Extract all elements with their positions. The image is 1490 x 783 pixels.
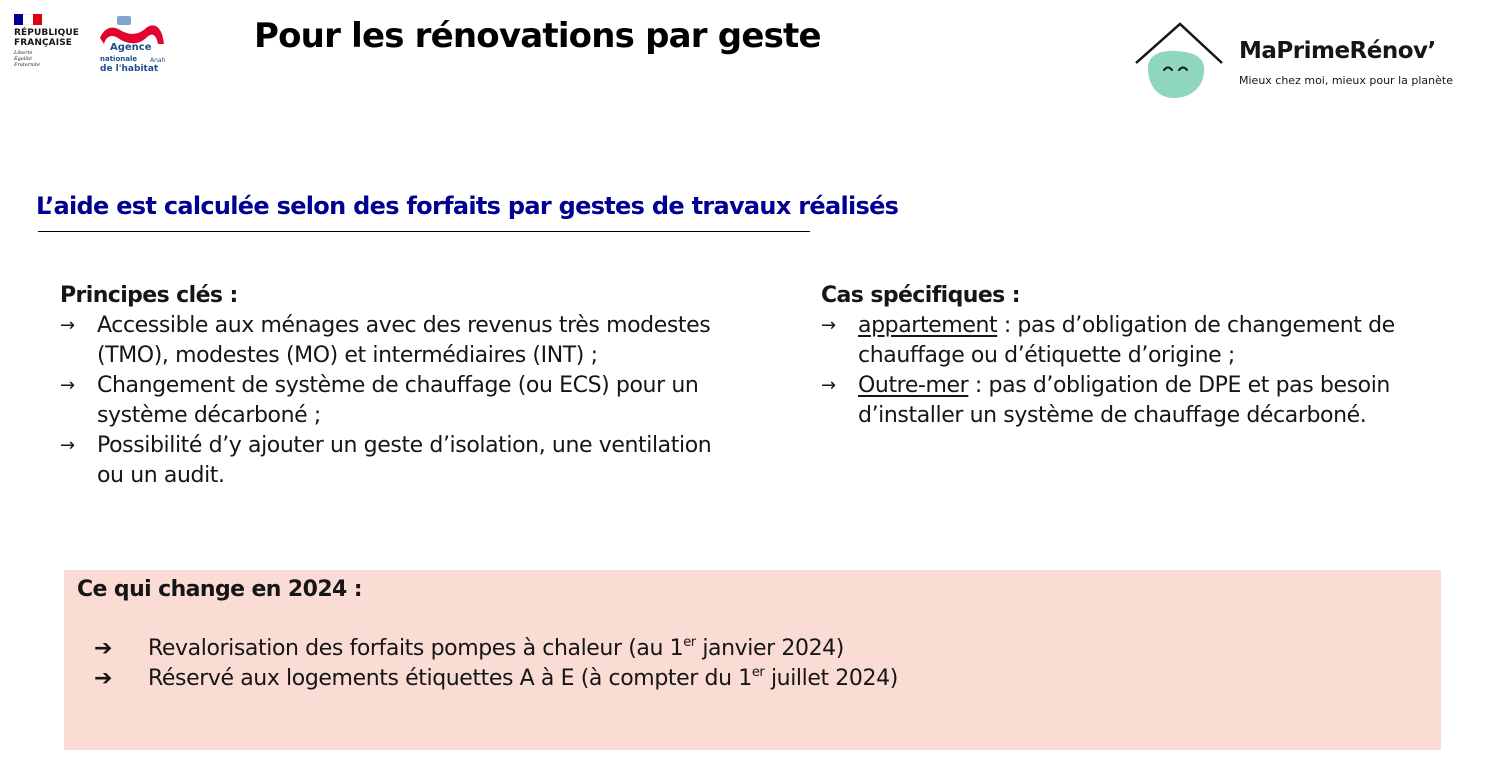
arrow-right-icon: →: [821, 375, 836, 396]
subtitle-underline: [38, 231, 810, 232]
arrow-right-icon: →: [60, 435, 75, 456]
ordinal-suffix: er: [751, 665, 765, 680]
anah-mark: Anah: [150, 57, 166, 64]
change-text-after: juillet 2024): [764, 666, 898, 691]
list-item: [60, 431, 720, 491]
list-item: [821, 371, 1451, 431]
section-subtitle: L’aide est calculée selon des forfaits par gestes de travaux réalisés: [36, 192, 899, 220]
principes-list: [60, 311, 720, 491]
change-text-after: janvier 2024): [695, 636, 844, 661]
changes-2024-box: [64, 570, 1441, 750]
french-flag-icon: [14, 14, 42, 25]
ordinal-suffix: er: [683, 635, 696, 650]
arrow-right-icon: →: [60, 375, 75, 396]
change-text-before: Revalorisation des forfaits pompes à chaleur (au 1: [148, 636, 684, 661]
anah-line3: de l'habitat: [100, 64, 159, 74]
list-item: [94, 664, 898, 694]
principe-text: Accessible aux ménages avec des revenus très modestes (TMO), modestes (MO) et intermédiaires (INT) ;: [97, 313, 711, 368]
principe-text: Possibilité d’y ajouter un geste d’isolation, une ventilation ou un audit.: [97, 433, 712, 488]
house-smile-icon: [1132, 20, 1232, 104]
anah-line2: nationale: [100, 55, 138, 63]
list-item: [60, 371, 720, 431]
maprimerenov-logo: [1132, 20, 1482, 104]
bold-arrow-right-icon: ➔: [94, 636, 113, 661]
changes-list: [94, 634, 898, 694]
cas-heading: Cas spécifiques :: [821, 283, 1020, 308]
bold-arrow-right-icon: ➔: [94, 666, 113, 691]
list-item: [94, 634, 898, 664]
cas-list: [821, 311, 1451, 431]
anah-line1: Agence: [110, 42, 152, 53]
rf-logo-name: RÉPUBLIQUE FRANÇAISE: [14, 28, 80, 48]
principe-text: Changement de système de chauffage (ou ECS) pour un système décarboné ;: [97, 373, 699, 428]
arrow-right-icon: →: [60, 315, 75, 336]
cas-term-appartement: appartement: [858, 313, 998, 338]
list-item: [821, 311, 1451, 371]
list-item: [60, 311, 720, 371]
rf-logo-motto: Liberté Égalité Fraternité: [14, 50, 40, 68]
principes-cles-section: [60, 281, 720, 491]
change-text-before: Réservé aux logements étiquettes A à E (à compter du 1: [148, 666, 752, 691]
changes-heading: Ce qui change en 2024 :: [77, 577, 363, 602]
cas-text: : pas d’obligation de changement de chauffage ou d’étiquette d’origine ;: [858, 313, 1395, 368]
maprimerenov-tagline: Mieux chez moi, mieux pour la planète: [1239, 74, 1453, 87]
arrow-right-icon: →: [821, 315, 836, 336]
principes-heading: Principes clés :: [60, 283, 238, 308]
cas-term-outre-mer: Outre-mer: [858, 373, 969, 398]
slide-title: Pour les rénovations par geste: [254, 16, 821, 56]
anah-logo: [98, 16, 170, 76]
republique-francaise-logo: [14, 14, 86, 76]
cas-specifiques-section: [821, 281, 1451, 431]
cas-text: : pas d’obligation de DPE et pas besoin d’installer un système de chauffage décarboné.: [858, 373, 1390, 428]
maprimerenov-name: MaPrimeRénov’: [1239, 38, 1436, 64]
